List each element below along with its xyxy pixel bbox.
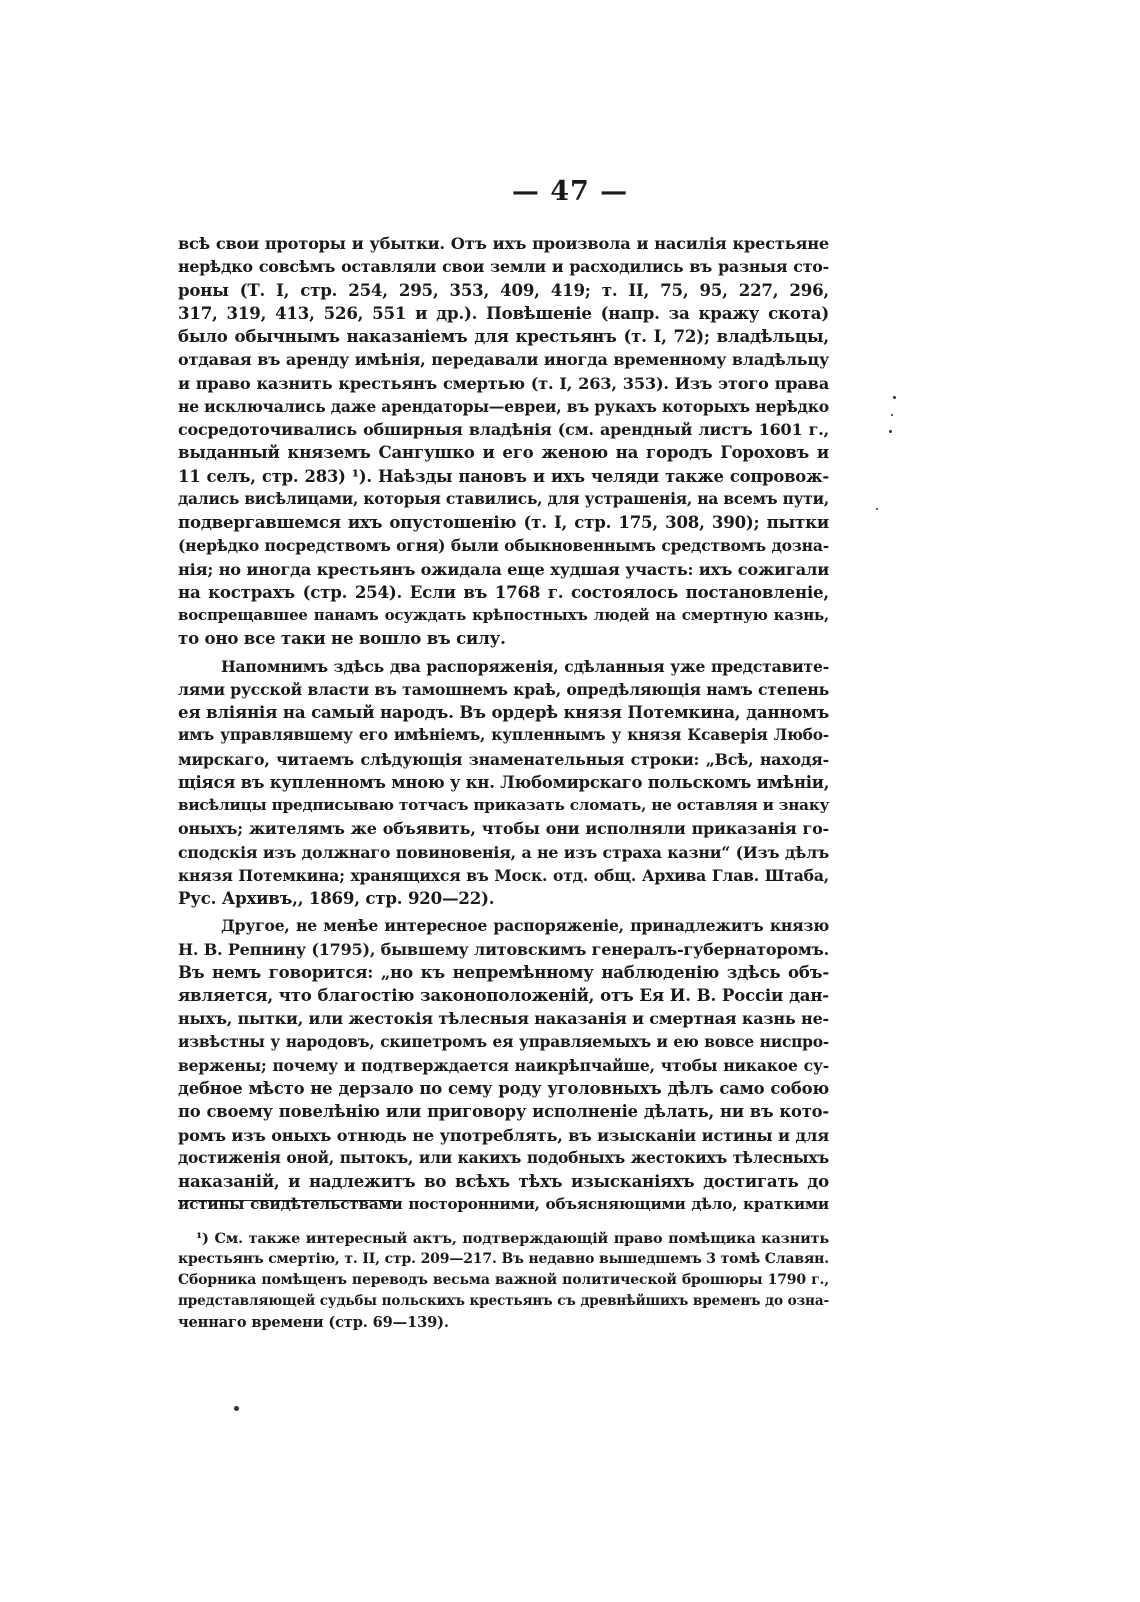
text-line: отдавая въ аренду имѣнія, передавали иногда временному владѣльцу: [178, 350, 829, 370]
text-line: 317, 319, 413, 526, 551 и др.). Повѣшеніе (напр. за кражу скота): [178, 302, 829, 323]
footnote-line: ¹) См. также интересный актъ, подтверждающій право помѣщика казнить: [196, 1230, 829, 1247]
scan-speck: [891, 414, 893, 416]
text-line: Въ немъ говорится: „но къ непремѣнному наблюденію здѣсь объ-: [178, 961, 829, 982]
text-line: на кострахъ (стр. 254). Если въ 1768 г. состоялось постановленіе,: [178, 581, 829, 602]
text-line: является, что благостію законоположеній, отъ Ея И. В. Россіи дан-: [178, 985, 829, 1005]
text-line: не исключались даже арендаторы—евреи, въ рукахъ которыхъ нерѣдко: [178, 396, 829, 416]
text-line: дебное мѣсто не дерзало по сему роду уголовныхъ дѣлъ само собою: [178, 1079, 829, 1098]
text-line: (нерѣдко посредствомъ огня) были обыкновеннымъ средствомъ дозна-: [178, 536, 829, 556]
footnote-line: крестьянъ смертію, т. II, стр. 209—217. Въ недавно вышедшемъ 3 томѣ Славян.: [178, 1251, 829, 1267]
text-line: воспрещавшее панамъ осуждать крѣпостныхъ людей на смертную казнь,: [178, 606, 829, 624]
footnote-divider: [178, 1200, 393, 1201]
text-line: выданный княземъ Сангушко и его женою на городъ Гороховъ и: [178, 442, 829, 463]
text-line: всѣ свои проторы и убытки. Отъ ихъ произвола и насилія крестьяне: [178, 234, 829, 253]
text-line: достиженія оной, пытокъ, или какихъ подобныхъ жестокихъ тѣлесныхъ: [178, 1148, 829, 1167]
text-line: то оно все таки не вошло въ силу.: [178, 628, 506, 649]
paragraph: [178, 914, 829, 1216]
scan-speck: [893, 396, 896, 399]
text-line: вержены; почему и подтверждается наикрѣпчайше, чтобы никакое су-: [178, 1055, 829, 1075]
text-line: ея вліянія на самый народъ. Въ ордерѣ князя Потемкина, данномъ: [178, 702, 829, 722]
text-line: по своему повелѣнію или приговору исполненіе дѣлать, ни въ кото-: [178, 1102, 829, 1122]
text-line: оныхъ; жителямъ же объявить, чтобы они исполняли приказанія го-: [178, 819, 829, 839]
text-line: Рус. Архивъ,, 1869, стр. 920—22).: [178, 888, 495, 908]
text-line: ныхъ, пытки, или жестокія тѣлесныя наказанія и смертная казнь не-: [178, 1009, 829, 1029]
text-line: роны (Т. I, стр. 254, 295, 353, 409, 419; т. II, 75, 95, 227, 296,: [178, 279, 829, 300]
scan-speck: [876, 508, 878, 510]
text-line: сосредоточивались обширныя владѣнія (см. арендный листъ 1601 г.,: [178, 420, 829, 439]
text-line: истины свидѣтельствами посторонними, объясняющими дѣло, краткими: [178, 1195, 829, 1214]
text-line: Н. В. Репнину (1795), бывшему литовскимъ генералъ-губернаторомъ.: [178, 939, 829, 959]
scan-speck: [889, 430, 892, 433]
text-line: подвергавшемся ихъ опустошенію (т. I, стр. 175, 308, 390); пытки: [178, 512, 829, 532]
text-line: Напомнимъ здѣсь два распоряженія, сдѣланныя уже представите-: [221, 656, 829, 676]
text-line: висѣлицы предписываю тотчасъ приказать сломать, не оставляя и знаку: [178, 796, 830, 814]
paragraph: [178, 232, 829, 651]
text-line: мирскаго, читаемъ слѣдующія знаменательныя строки: „Всѣ, находя-: [178, 749, 829, 769]
text-line: было обычнымъ наказаніемъ для крестьянъ (т. I, 72); владѣльцы,: [178, 326, 829, 346]
text-line: князя Потемкина; хранящихся въ Моск. отд. общ. Архива Глав. Штаба,: [178, 865, 829, 885]
text-line: лями русской власти въ тамошнемъ краѣ, опредѣляющія намъ степень: [178, 679, 829, 699]
text-line: нерѣдко совсѣмъ оставляли свои земли и расходились въ разныя сто-: [178, 257, 829, 277]
paragraph: [178, 655, 829, 911]
text-line: имъ управлявшему его имѣніемъ, купленнымъ у князя Ксаверія Любо-: [178, 726, 829, 745]
text-line: сподскія изъ должнаго повиновенія, а не изъ страха казни“ (Изъ дѣлъ: [178, 842, 829, 862]
text-line: ромъ изъ оныхъ отнюдь не употреблять, въ изысканіи истины и для: [178, 1125, 829, 1145]
text-line: Другое, не менѣе интересное распоряженіе, принадлежитъ князю: [221, 916, 829, 936]
scan-speck: [234, 1406, 239, 1411]
text-line: и право казнить крестьянъ смертью (т. I, 263, 353). Изъ этого права: [178, 373, 829, 393]
text-line: наказаній, и надлежитъ во всѣхъ тѣхъ изысканіяхъ достигать до: [178, 1171, 829, 1191]
text-line: извѣстны у народовъ, скипетромъ ея управляемыхъ и ею вовсе ниспро-: [178, 1032, 829, 1051]
page-number: — 47 —: [511, 176, 629, 207]
body-text: [178, 232, 829, 1217]
footnote: [178, 1228, 829, 1333]
footnote-line: Сборника помѣщенъ переводъ весьма важной политической брошюры 1790 г.,: [178, 1272, 829, 1288]
text-line: 11 селъ, стр. 283) ¹). Наѣзды пановъ и ихъ челяди также сопровож-: [178, 466, 829, 486]
text-line: нія; но иногда крестьянъ ожидала еще худшая участь: ихъ сожигали: [178, 559, 829, 579]
text-line: дались висѣлицами, которыя ставились, для устрашенія, на всемъ пути,: [178, 489, 829, 508]
text-line: щіяся въ купленномъ мною у кн. Любомирскаго польскомъ имѣніи,: [178, 772, 830, 792]
footnote-line: ченнаго времени (стр. 69—139).: [178, 1314, 449, 1331]
footnote-line: представляющей судьбы польскихъ крестьянъ съ древнѣйшихъ временъ до озна-: [178, 1293, 829, 1309]
